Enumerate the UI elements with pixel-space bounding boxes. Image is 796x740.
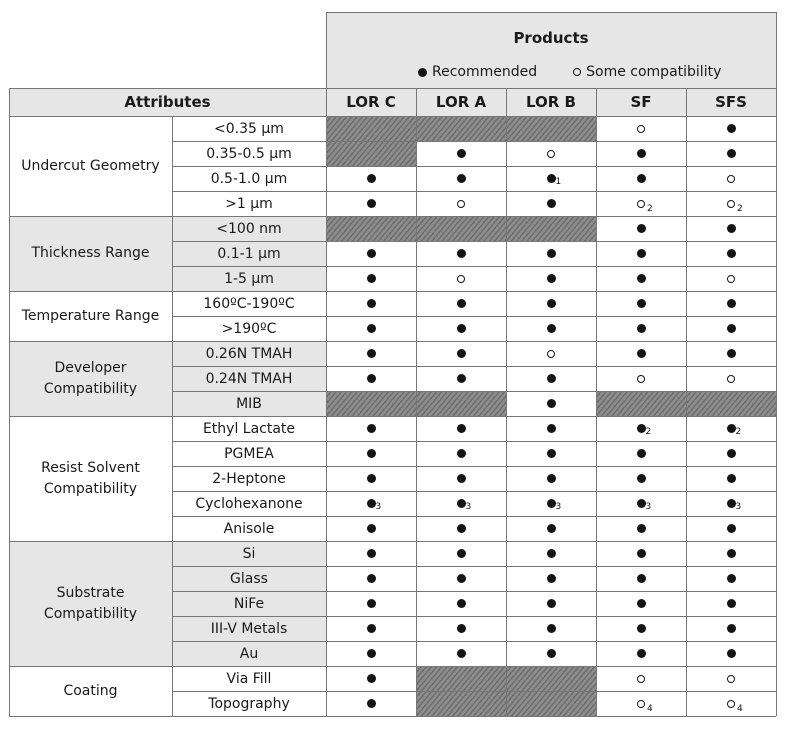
value-cell xyxy=(506,266,596,291)
grid-line xyxy=(686,88,687,716)
value-cell xyxy=(326,491,416,516)
filled-circle-icon xyxy=(418,68,427,77)
filled-circle-icon xyxy=(457,474,466,483)
filled-circle-icon xyxy=(547,549,556,558)
grid-line xyxy=(326,12,327,716)
row-label: PGMEA xyxy=(224,445,274,462)
filled-circle-icon xyxy=(457,299,466,308)
filled-circle-icon xyxy=(727,649,736,658)
value-cell xyxy=(326,641,416,666)
row-label: Topography xyxy=(208,695,290,712)
value-cell xyxy=(686,441,776,466)
filled-circle-icon xyxy=(727,574,736,583)
open-circle-icon xyxy=(547,150,555,158)
row-label: 2-Heptone xyxy=(212,470,286,487)
value-cell xyxy=(596,441,686,466)
value-cell xyxy=(506,241,596,266)
value-cell xyxy=(686,491,776,516)
open-circle-icon xyxy=(547,350,555,358)
value-cell xyxy=(686,641,776,666)
value-cell xyxy=(686,266,776,291)
filled-circle-icon xyxy=(367,674,376,683)
group-label: Resist Solvent Compatibility xyxy=(41,459,140,497)
row-label: NiFe xyxy=(233,595,265,612)
value-cell xyxy=(596,191,686,216)
open-circle-icon xyxy=(727,375,735,383)
value-cell xyxy=(416,516,506,541)
value-cell xyxy=(596,166,686,191)
value-cell xyxy=(596,216,686,241)
filled-circle-icon xyxy=(547,174,562,187)
value-cell xyxy=(686,416,776,441)
filled-circle-icon xyxy=(637,599,646,608)
filled-circle-icon xyxy=(547,649,556,658)
grid-line xyxy=(9,216,776,217)
filled-circle-icon xyxy=(457,549,466,558)
value-cell xyxy=(686,341,776,366)
filled-circle-icon xyxy=(727,149,736,158)
not-applicable-cell xyxy=(326,216,416,241)
grid-line xyxy=(9,116,776,117)
footnote-number: 2 xyxy=(737,203,743,214)
grid-line xyxy=(596,88,597,716)
not-applicable-cell xyxy=(506,666,596,691)
value-cell xyxy=(596,341,686,366)
filled-circle-icon xyxy=(727,249,736,258)
product-header-lor-b: LOR B xyxy=(526,93,576,111)
grid-line xyxy=(416,88,417,716)
value-cell xyxy=(326,341,416,366)
grid-line xyxy=(9,341,776,342)
value-cell xyxy=(596,366,686,391)
value-cell xyxy=(416,416,506,441)
value-cell xyxy=(506,391,596,416)
value-cell xyxy=(416,341,506,366)
not-applicable-cell xyxy=(416,216,506,241)
filled-circle-icon xyxy=(727,324,736,333)
filled-circle-icon xyxy=(637,224,646,233)
value-cell xyxy=(686,466,776,491)
value-cell xyxy=(326,691,416,716)
value-cell xyxy=(686,591,776,616)
not-applicable-cell xyxy=(596,391,686,416)
not-applicable-cell xyxy=(326,141,416,166)
value-cell xyxy=(326,591,416,616)
value-cell xyxy=(326,516,416,541)
footnote-number: 1 xyxy=(555,177,562,187)
value-cell xyxy=(596,266,686,291)
filled-circle-icon xyxy=(637,174,646,183)
filled-circle-icon xyxy=(727,624,736,633)
not-applicable-cell xyxy=(326,116,416,141)
value-cell xyxy=(416,241,506,266)
value-cell xyxy=(506,566,596,591)
row-label: >1 μm xyxy=(225,195,273,212)
filled-circle-icon xyxy=(547,249,556,258)
not-applicable-cell xyxy=(416,391,506,416)
value-cell xyxy=(506,316,596,341)
legend-some-compatibility: Some compatibility xyxy=(586,64,722,80)
grid-line xyxy=(9,716,776,717)
open-circle-icon xyxy=(637,200,653,214)
filled-circle-icon xyxy=(637,299,646,308)
filled-circle-icon xyxy=(547,324,556,333)
value-cell xyxy=(596,691,686,716)
value-cell xyxy=(326,666,416,691)
legend xyxy=(418,61,721,83)
filled-circle-icon xyxy=(547,449,556,458)
filled-circle-icon xyxy=(637,474,646,483)
value-cell xyxy=(596,666,686,691)
value-cell xyxy=(506,341,596,366)
filled-circle-icon xyxy=(727,299,736,308)
value-cell xyxy=(416,291,506,316)
value-cell xyxy=(596,241,686,266)
group-label: Developer Compatibility xyxy=(43,359,138,397)
row-label: 1-5 μm xyxy=(224,270,274,287)
filled-circle-icon xyxy=(727,449,736,458)
filled-circle-icon xyxy=(637,449,646,458)
value-cell xyxy=(416,316,506,341)
value-cell xyxy=(416,191,506,216)
footnote-number: 4 xyxy=(647,703,653,714)
value-cell xyxy=(506,291,596,316)
value-cell xyxy=(686,516,776,541)
footnote-number: 2 xyxy=(645,427,652,437)
value-cell xyxy=(686,241,776,266)
row-label: >190ºC xyxy=(221,320,277,337)
value-cell xyxy=(686,141,776,166)
filled-circle-icon xyxy=(637,549,646,558)
row-label: 0.24N TMAH xyxy=(205,370,293,387)
filled-circle-icon xyxy=(367,499,382,512)
group-label: Coating xyxy=(63,682,118,699)
row-label: Si xyxy=(242,545,256,562)
filled-circle-icon xyxy=(457,524,466,533)
not-applicable-cell xyxy=(506,216,596,241)
filled-circle-icon xyxy=(727,549,736,558)
filled-circle-icon xyxy=(727,124,736,133)
footnote-number: 3 xyxy=(735,502,742,512)
value-cell xyxy=(596,541,686,566)
filled-circle-icon xyxy=(457,324,466,333)
value-cell xyxy=(326,441,416,466)
filled-circle-icon xyxy=(457,574,466,583)
row-label: III-V Metals xyxy=(210,620,288,637)
filled-circle-icon xyxy=(367,699,376,708)
filled-circle-icon xyxy=(457,499,472,512)
group-label: Thickness Range xyxy=(31,245,150,261)
filled-circle-icon xyxy=(637,149,646,158)
filled-circle-icon xyxy=(547,599,556,608)
value-cell xyxy=(686,116,776,141)
value-cell xyxy=(596,616,686,641)
open-circle-icon xyxy=(727,675,735,683)
filled-circle-icon xyxy=(367,524,376,533)
value-cell xyxy=(686,191,776,216)
value-cell xyxy=(506,491,596,516)
row-label: Ethyl Lactate xyxy=(202,420,296,437)
filled-circle-icon xyxy=(367,649,376,658)
row-label: 160ºC-190ºC xyxy=(203,295,295,312)
filled-circle-icon xyxy=(547,574,556,583)
value-cell xyxy=(416,366,506,391)
value-cell xyxy=(326,566,416,591)
filled-circle-icon xyxy=(547,474,556,483)
value-cell xyxy=(326,616,416,641)
legend-recommended: Recommended xyxy=(432,64,538,80)
row-label: Cyclohexanone xyxy=(195,495,303,512)
filled-circle-icon xyxy=(547,524,556,533)
filled-circle-icon xyxy=(637,249,646,258)
value-cell xyxy=(596,316,686,341)
value-cell xyxy=(416,166,506,191)
row-label: <0.35 μm xyxy=(214,120,284,137)
filled-circle-icon xyxy=(547,199,556,208)
filled-circle-icon xyxy=(367,174,376,183)
filled-circle-icon xyxy=(547,374,556,383)
filled-circle-icon xyxy=(367,624,376,633)
value-cell xyxy=(686,666,776,691)
product-header-lor-c: LOR C xyxy=(346,93,396,111)
filled-circle-icon xyxy=(367,449,376,458)
value-cell xyxy=(596,641,686,666)
filled-circle-icon xyxy=(727,349,736,358)
grid-line xyxy=(326,12,776,13)
value-cell xyxy=(326,366,416,391)
value-cell xyxy=(416,466,506,491)
value-cell xyxy=(506,191,596,216)
products-title: Products xyxy=(513,29,589,47)
value-cell xyxy=(416,441,506,466)
filled-circle-icon xyxy=(457,449,466,458)
open-circle-icon xyxy=(727,700,743,714)
row-label: Au xyxy=(239,645,259,662)
filled-circle-icon xyxy=(367,474,376,483)
filled-circle-icon xyxy=(547,399,556,408)
value-cell xyxy=(596,291,686,316)
value-cell xyxy=(686,366,776,391)
not-applicable-cell xyxy=(506,691,596,716)
filled-circle-icon xyxy=(457,374,466,383)
not-applicable-cell xyxy=(416,691,506,716)
value-cell xyxy=(596,116,686,141)
filled-circle-icon xyxy=(367,599,376,608)
filled-circle-icon xyxy=(637,499,652,512)
open-circle-icon xyxy=(637,675,645,683)
value-cell xyxy=(326,191,416,216)
filled-circle-icon xyxy=(547,299,556,308)
product-header-lor-a: LOR A xyxy=(435,93,487,111)
filled-circle-icon xyxy=(367,274,376,283)
open-circle-icon xyxy=(637,375,645,383)
filled-circle-icon xyxy=(457,624,466,633)
row-label: Anisole xyxy=(223,520,275,537)
grid-line xyxy=(9,88,776,89)
grid-line xyxy=(776,12,777,716)
product-header-sfs: SFS xyxy=(715,93,747,111)
grid-line xyxy=(172,116,173,716)
footnote-number: 4 xyxy=(737,703,743,714)
filled-circle-icon xyxy=(637,524,646,533)
value-cell xyxy=(416,541,506,566)
grid-line xyxy=(9,88,10,716)
open-circle-icon xyxy=(637,700,653,714)
open-circle-icon xyxy=(727,175,735,183)
filled-circle-icon xyxy=(457,649,466,658)
grid-line xyxy=(9,541,776,542)
row-label: Glass xyxy=(230,570,268,587)
value-cell xyxy=(506,141,596,166)
value-cell xyxy=(686,616,776,641)
not-applicable-cell xyxy=(326,391,416,416)
filled-circle-icon xyxy=(367,324,376,333)
value-cell xyxy=(416,616,506,641)
value-cell xyxy=(326,541,416,566)
value-cell xyxy=(506,166,596,191)
filled-circle-icon xyxy=(547,274,556,283)
filled-circle-icon xyxy=(367,574,376,583)
filled-circle-icon xyxy=(367,424,376,433)
filled-circle-icon xyxy=(367,299,376,308)
value-cell xyxy=(506,541,596,566)
footnote-number: 3 xyxy=(645,502,652,512)
filled-circle-icon xyxy=(367,374,376,383)
filled-circle-icon xyxy=(547,424,556,433)
value-cell xyxy=(416,566,506,591)
filled-circle-icon xyxy=(367,349,376,358)
value-cell xyxy=(596,566,686,591)
footnote-number: 2 xyxy=(735,427,742,437)
filled-circle-icon xyxy=(727,599,736,608)
open-circle-icon xyxy=(573,68,581,76)
open-circle-icon xyxy=(727,275,735,283)
footnote-number: 3 xyxy=(555,502,562,512)
value-cell xyxy=(326,166,416,191)
filled-circle-icon xyxy=(367,549,376,558)
value-cell xyxy=(326,241,416,266)
row-label: 0.1-1 μm xyxy=(217,245,281,262)
filled-circle-icon xyxy=(637,274,646,283)
filled-circle-icon xyxy=(367,249,376,258)
value-cell xyxy=(506,416,596,441)
value-cell xyxy=(686,566,776,591)
attributes-header: Attributes xyxy=(124,93,211,111)
value-cell xyxy=(506,616,596,641)
value-cell xyxy=(326,291,416,316)
filled-circle-icon xyxy=(457,149,466,158)
value-cell xyxy=(686,216,776,241)
row-label: Via Fill xyxy=(226,670,272,687)
value-cell xyxy=(506,366,596,391)
value-cell xyxy=(686,541,776,566)
filled-circle-icon xyxy=(637,324,646,333)
row-label: 0.5-1.0 μm xyxy=(210,170,288,187)
value-cell xyxy=(416,641,506,666)
filled-circle-icon xyxy=(457,349,466,358)
value-cell xyxy=(326,416,416,441)
row-label: <100 nm xyxy=(216,220,282,237)
filled-circle-icon xyxy=(727,224,736,233)
filled-circle-icon xyxy=(727,474,736,483)
open-circle-icon xyxy=(637,125,645,133)
footnote-number: 2 xyxy=(647,203,653,214)
filled-circle-icon xyxy=(457,174,466,183)
open-circle-icon xyxy=(457,275,465,283)
value-cell xyxy=(416,591,506,616)
filled-circle-icon xyxy=(637,649,646,658)
row-label: MIB xyxy=(236,395,262,412)
grid-line xyxy=(506,88,507,716)
value-cell xyxy=(596,516,686,541)
value-cell xyxy=(326,466,416,491)
filled-circle-icon xyxy=(457,424,466,433)
not-applicable-cell xyxy=(686,391,776,416)
filled-circle-icon xyxy=(547,624,556,633)
value-cell xyxy=(416,266,506,291)
filled-circle-icon xyxy=(457,249,466,258)
product-header-sf: SF xyxy=(630,93,652,111)
value-cell xyxy=(686,291,776,316)
filled-circle-icon xyxy=(727,499,742,512)
filled-circle-icon xyxy=(727,524,736,533)
filled-circle-icon xyxy=(637,349,646,358)
group-label: Substrate Compatibility xyxy=(43,584,138,622)
value-cell xyxy=(506,516,596,541)
footnote-number: 3 xyxy=(375,502,382,512)
filled-circle-icon xyxy=(727,424,742,437)
value-cell xyxy=(506,591,596,616)
value-cell xyxy=(506,441,596,466)
value-cell xyxy=(416,141,506,166)
value-cell xyxy=(686,166,776,191)
not-applicable-cell xyxy=(506,116,596,141)
footnote-number: 3 xyxy=(465,502,472,512)
filled-circle-icon xyxy=(547,499,562,512)
group-label: Temperature Range xyxy=(21,307,160,324)
value-cell xyxy=(686,691,776,716)
value-cell xyxy=(596,416,686,441)
value-cell xyxy=(416,491,506,516)
filled-circle-icon xyxy=(637,424,652,437)
grid-line xyxy=(9,416,776,417)
open-circle-icon xyxy=(457,200,465,208)
filled-circle-icon xyxy=(637,574,646,583)
value-cell xyxy=(596,466,686,491)
value-cell xyxy=(596,491,686,516)
filled-circle-icon xyxy=(367,199,376,208)
group-label: Undercut Geometry xyxy=(21,157,160,174)
open-circle-icon xyxy=(727,200,743,214)
value-cell xyxy=(596,591,686,616)
row-label: 0.35-0.5 μm xyxy=(206,145,292,162)
value-cell xyxy=(686,316,776,341)
filled-circle-icon xyxy=(637,624,646,633)
value-cell xyxy=(326,316,416,341)
value-cell xyxy=(506,466,596,491)
filled-circle-icon xyxy=(457,599,466,608)
value-cell xyxy=(506,641,596,666)
not-applicable-cell xyxy=(416,116,506,141)
grid-line xyxy=(9,666,776,667)
grid-line xyxy=(9,291,776,292)
value-cell xyxy=(596,141,686,166)
row-label: 0.26N TMAH xyxy=(205,345,293,362)
value-cell xyxy=(326,266,416,291)
not-applicable-cell xyxy=(416,666,506,691)
